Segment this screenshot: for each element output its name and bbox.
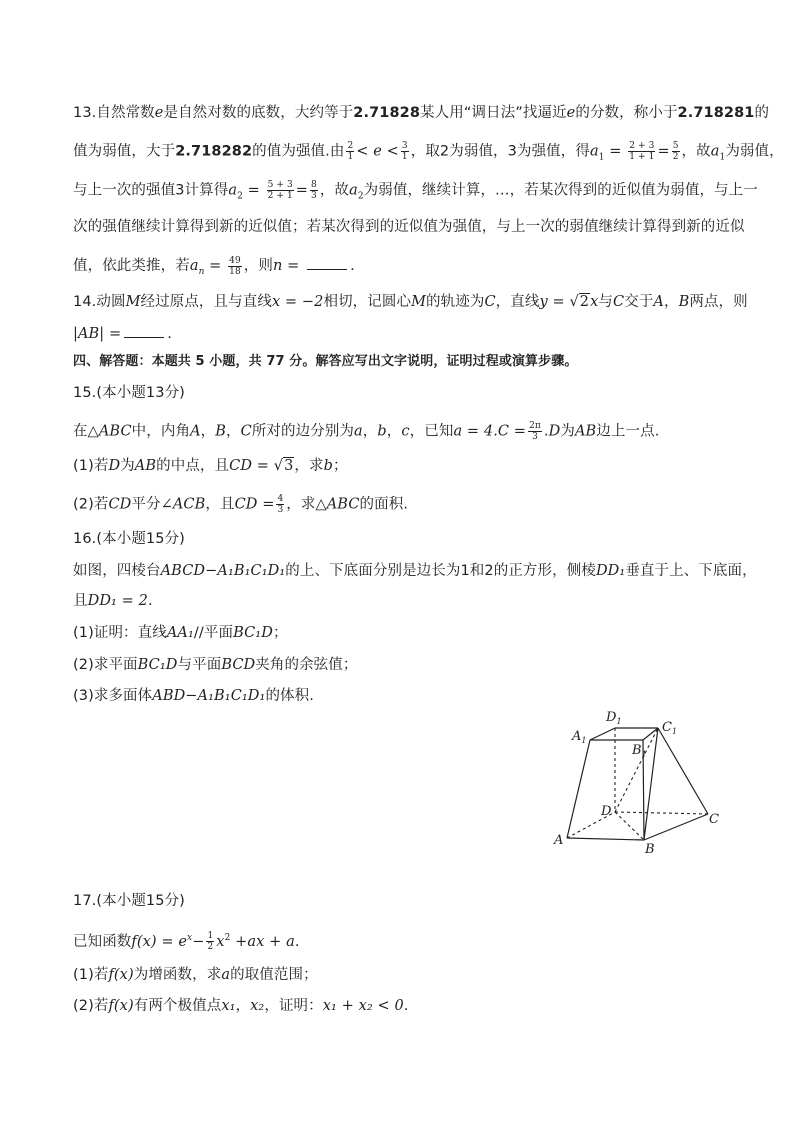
q13-line2: 值为弱值，大于2.718282的值为强值.由 $\frac{2}{1}$ < e < $\frac{3}{1}$ ，取2为弱值，3为强值，得$a_1$ = $\frac{2 + 3}{1 + 1}$ = $\frac{5}{2}$ ，故$a_1$为弱值， <box>73 141 784 163</box>
q13-line4: 次的强值继续计算得到新的近似值；若某次得到的近似值为强值，与上一次的弱值继续计算得到新的近似 <box>73 219 745 235</box>
edge-AA1 <box>567 740 590 838</box>
q16-title: 16.(本小题15分) <box>73 531 185 547</box>
q13-line3: 与上一次的强值3计算得$a_2$ = $\frac{5 + 3}{2 + 1}$ = $\frac{8}{3}$ ，故$a_2$为弱值，继续计算，…，若某次得到的近似值为弱值，与上一 <box>73 180 758 202</box>
answer-blank-q14 <box>124 323 164 338</box>
label-B1: $B_1$ <box>632 743 647 759</box>
fraction-5-2: $\frac{5}{2}$ <box>672 141 679 162</box>
answer-blank-q13 <box>307 255 347 270</box>
fraction-2pi-3: $\frac{2\pi}{3}$ <box>529 421 541 442</box>
label-A: A <box>554 833 564 848</box>
fraction-a1: $\frac{2 + 3}{1 + 1}$ <box>629 141 655 162</box>
q13-line1: 13.自然常数e是自然对数的底数，大约等于2.71828某人用“调日法”找逼近e的分数，称小于2.718281的 <box>73 105 770 121</box>
q14-line2: |AB| = . <box>73 323 733 344</box>
q14-line1: 14.动圆M经过原点，且与直线x = −2相切，记圆心M的轨迹为C，直线y = √2x与C交于A，B两点，则 <box>73 294 748 310</box>
edge-CC1 <box>658 728 708 814</box>
edge-BC <box>644 814 708 840</box>
q16-line2: 且DD₁ = 2. <box>73 593 153 609</box>
edge-DC <box>615 812 708 814</box>
fraction-a2: $\frac{5 + 3}{2 + 1}$ <box>267 180 293 201</box>
label-D: D <box>601 804 612 819</box>
q16-part2: (2)求平面BC₁D与平面BCD夹角的余弦值； <box>73 657 358 673</box>
fraction-4-3: $\frac{4}{3}$ <box>277 494 284 515</box>
label-B: B <box>645 842 655 857</box>
frustum-figure <box>548 702 734 858</box>
edge-A1D1 <box>590 728 615 740</box>
q17-line1: 已知函数$f(x) = e^x-$ $\frac{1}{2}$ $x^2 +ax + a$. <box>73 931 300 953</box>
edge-AB <box>567 838 644 840</box>
edge-B1C1 <box>643 728 658 740</box>
q15-part2: (2)若CD平分∠ACB，且CD = $\frac{4}{3}$ ，求△ABC的面积. <box>73 494 409 515</box>
edge-BC1 <box>644 728 658 840</box>
label-A1: $A_1$ <box>572 729 587 745</box>
fraction-8-3: $\frac{8}{3}$ <box>311 180 317 201</box>
label-D1: $D_1$ <box>606 710 622 726</box>
q16-part3: (3)求多面体ABD−A₁B₁C₁D₁的体积. <box>73 688 314 704</box>
label-C1: $C_1$ <box>662 720 678 736</box>
edge-DB <box>615 812 644 840</box>
fraction-1-2: $\frac{1}{2}$ <box>207 931 214 953</box>
fraction-49-18: $\frac{49}{18}$ <box>229 255 241 277</box>
q17-title: 17.(本小题15分) <box>73 893 185 909</box>
q16-line1: 如图，四棱台ABCD−A₁B₁C₁D₁的上、下底面分别是边长为1和2的正方形，侧棱DD₁垂直于上、下底面， <box>73 563 757 579</box>
q16-part1: (1)证明：直线AA₁//平面BC₁D； <box>73 625 288 641</box>
q15-title: 15.(本小题13分) <box>73 385 185 401</box>
q17-part2: (2)若f(x)有两个极值点x₁，x₂，证明：x₁ + x₂ < 0. <box>73 998 409 1014</box>
q13-line5: 值，依此类推，若$a_n$ = $\frac{49}{18}$ ，则n = . <box>73 255 355 277</box>
fraction-3-1: $\frac{3}{1}$ <box>401 141 408 162</box>
q15-part1: (1)若D为AB的中点，且CD = √3，求b； <box>73 458 348 474</box>
q17-part1: (1)若f(x)为增函数，求a的取值范围； <box>73 967 318 983</box>
label-C: C <box>709 812 719 827</box>
section-heading: 四、解答题：本题共 5 小题，共 77 分。解答应写出文字说明，证明过程或演算步骤。 <box>73 354 578 369</box>
fraction-2-1: $\frac{2}{1}$ <box>347 141 354 162</box>
q15-line1: 在△ABC中，内角A，B，C所对的边分别为a，b，c，已知a = 4.C = $\frac{2\pi}{3}$ .D为AB边上一点. <box>73 421 660 442</box>
